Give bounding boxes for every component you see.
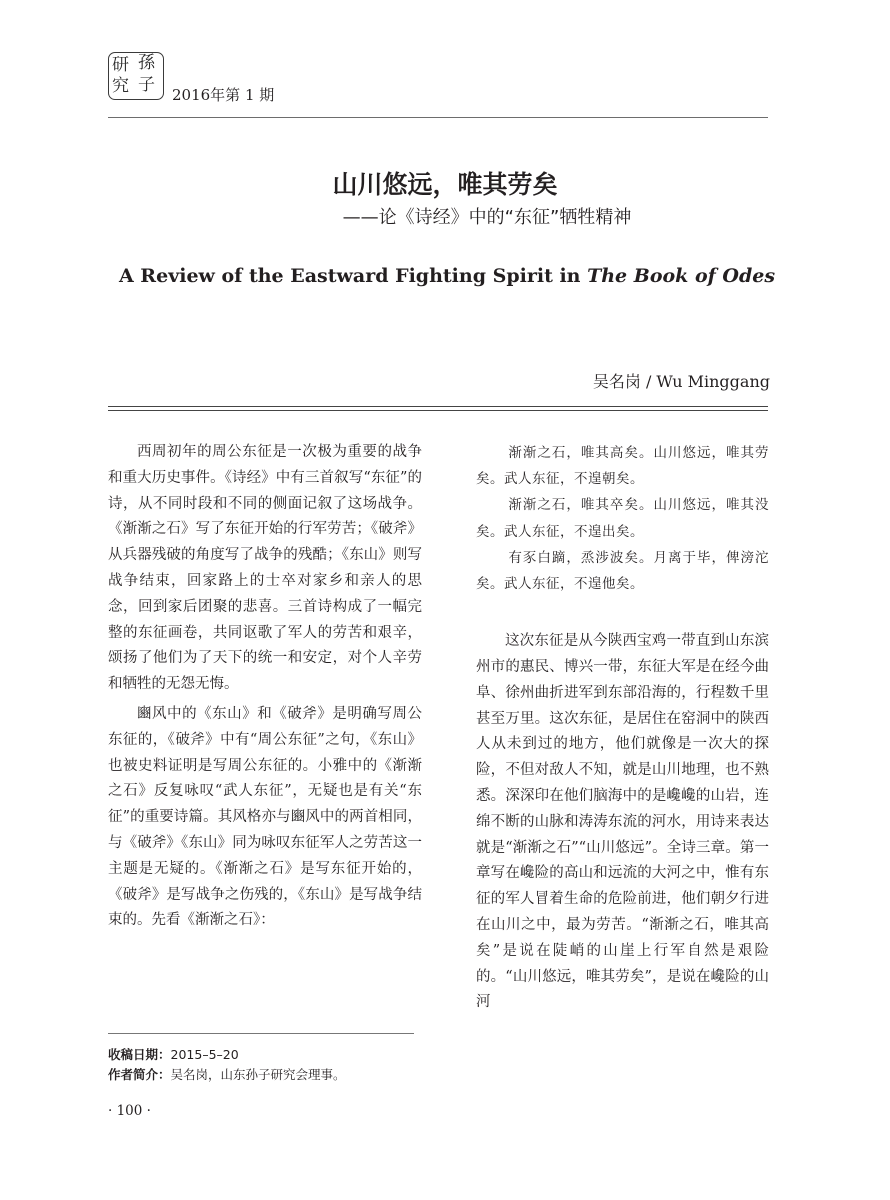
paragraph: 西周初年的周公东征是一次极为重要的战争和重大历史事件。《诗经》中有三首叙写“东征”的诗，从不同时段和不同的侧面记叙了这场战争。《渐渐之石》写了东征开始的行军劳苦；《破斧》从兵器残破的角度写了战争的残酷；《东山》则写战争结束，回家路上的士卒对家乡和亲人的思念，回到家后团聚的悲喜。三首诗构成了一幅完整的东征画卷，共同讴歌了军人的劳苦和艰辛，颂扬了他们为了天下的统一和安定，对个人辛劳和牺牲的无怨无悔。 (108, 444, 422, 693)
logo-char: 究 (112, 76, 129, 96)
poem-stanza: 有豕白蹢，烝涉波矣。月离于毕，俾滂沱矣。武人东征，不遑他矣。 (476, 549, 769, 593)
author-bio-label: 作者简介： (108, 1067, 171, 1082)
issue-label: 2016年第 1 期 (172, 86, 275, 104)
footnote (108, 1045, 346, 1085)
poem-stanza: 渐渐之石，唯其卒矣。山川悠远，唯其没矣。武人东征，不遑出矣。 (476, 497, 769, 540)
logo-char: 研 (112, 55, 129, 75)
footnote-divider (108, 1033, 414, 1034)
journal-logo (108, 52, 164, 100)
author-divider (108, 406, 768, 407)
received-label: 收稿日期： (108, 1047, 171, 1062)
author-divider (108, 410, 768, 411)
english-title (0, 264, 890, 288)
paragraph: 豳风中的《东山》和《破斧》是明确写周公东征的，《破斧》中有“周公东征”之句，《东山》也被史料证明是写周公东征的。小雅中的《渐渐之石》反复咏叹“武人东征”，无疑也是有关“东征”的重要诗篇。其风格亦与豳风中的两首相同，与《破斧》《东山》同为咏叹东征军人之劳苦这一主题是无疑的。《渐渐之石》是写东征开始的，《破斧》是写战争之伤残的，《东山》是写战争结束的。先看《渐渐之石》： (108, 705, 422, 929)
received-value: 2015–5–20 (170, 1047, 239, 1062)
page-number: · 100 · (108, 1103, 151, 1119)
english-title-prefix: A Review of the Eastward Fighting Spirit in (118, 265, 588, 287)
right-column (476, 440, 769, 1016)
article-subtitle: ——论《诗经》中的“东征”牺牲精神 (342, 207, 632, 228)
left-column (108, 440, 422, 938)
author-bio (108, 1065, 346, 1085)
paragraph: 这次东征是从今陕西宝鸡一带直到山东滨州市的惠民、博兴一带，东征大军是在经今曲阜、徐州曲折进军到东部沿海的，行程数千里甚至万里。这次东征，是居住在窑洞中的陕西人从未到过的地方，他们就像是一次大的探险，不但对敌人不知，就是山川地理，也不熟悉。深深印在他们脑海中的是巉巉的山岩，连绵不断的山脉和涛涛东流的河水，用诗来表达就是“渐渐之石”“山川悠远”。全诗三章。第一章写在巉险的高山和远流的大河之中，惟有东征的军人冒着生命的危险前进，他们朝夕行进在山川之中，最为劳苦。“渐渐之石，唯其高矣”是说在陡峭的山崖上行军自然是艰险的。“山川悠远，唯其劳矣”，是说在巉险的山河 (476, 633, 769, 1011)
english-title-italic: The Book of Odes (587, 265, 776, 287)
header-divider (108, 117, 768, 118)
poem-block (476, 440, 769, 597)
logo-char: 子 (138, 75, 155, 95)
received-date (108, 1045, 346, 1065)
article-title: 山川悠远，唯其劳矣 (332, 170, 558, 199)
poem-stanza: 渐渐之石，唯其高矣。山川悠远，唯其劳矣。武人东征，不遑朝矣。 (476, 445, 769, 488)
author-bio-value: 吴名岗，山东孙子研究会理事。 (170, 1067, 346, 1082)
author-line: 吴名岗 / Wu Minggang (592, 372, 770, 391)
logo-char: 孫 (138, 53, 155, 73)
